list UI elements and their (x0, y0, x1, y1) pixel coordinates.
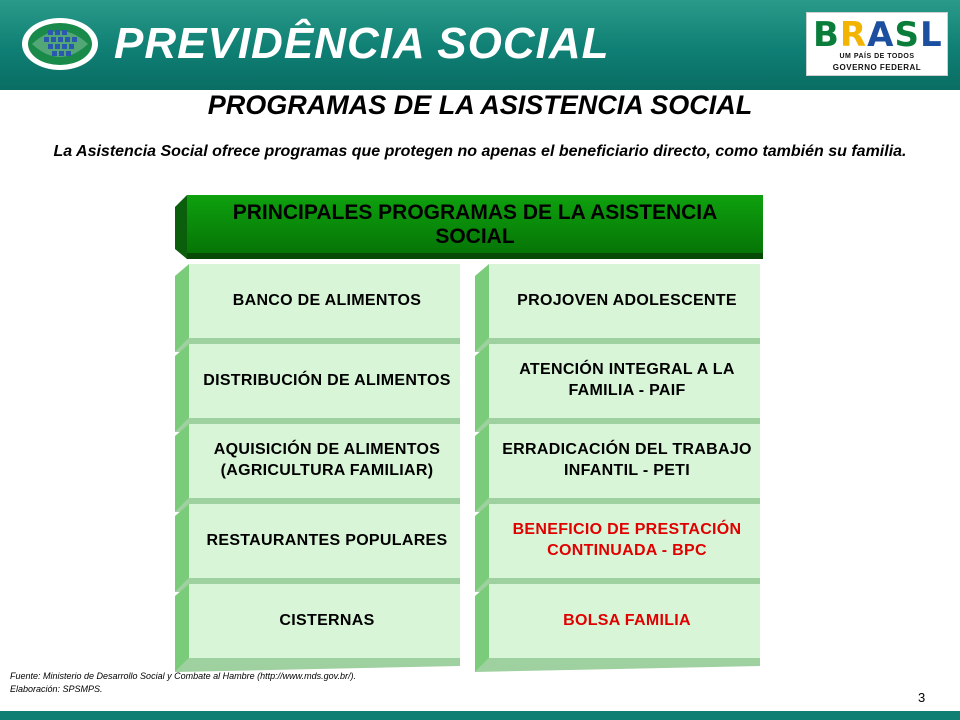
bottom-bar (0, 711, 960, 720)
program-box (175, 502, 465, 592)
program-label: PROJOVEN ADOLESCENTE (517, 291, 737, 309)
program-box (475, 342, 765, 432)
governo-federal-label: GOVERNO FEDERAL (832, 63, 922, 72)
program-label: ERRADICACIÓN DEL TRABAJO INFANTIL - PETI (502, 441, 752, 479)
program-label: DISTRIBUCIÓN DE ALIMENTOS (203, 371, 451, 389)
program-label: BANCO DE ALIMENTOS (232, 291, 422, 309)
program-label-highlighted: BOLSA FAMILIA (563, 611, 691, 629)
program-box (475, 582, 765, 672)
page-number: 3 (918, 690, 926, 705)
program-box (175, 422, 465, 512)
program-box (175, 262, 465, 352)
brasil-tagline: UM PAÍS DE TODOS (839, 53, 915, 60)
program-label: RESTAURANTES POPULARES (206, 531, 448, 549)
program-label: ATENCIÓN INTEGRAL A LA FAMILIA - PAIF (519, 361, 735, 399)
programs-banner-text: PRINCIPALES PROGRAMAS DE LA ASISTENCIA SOCIAL (232, 201, 718, 248)
previdencia-globe-icon (18, 14, 102, 74)
program-box (475, 502, 765, 592)
source-text: Fuente: Ministerio de Desarrollo Social y Combate al Hambre (http://www.mds.gov.br/). (10, 671, 356, 681)
program-label-highlighted: BENEFICIO DE PRESTACIÓN CONTINUADA - BPC (512, 521, 742, 559)
program-label: AQUISICIÓN DE ALIMENTOS (AGRICULTURA FAMILIAR) (213, 441, 441, 479)
brand-title: PREVIDÊNCIA SOCIAL (114, 19, 610, 68)
program-box (175, 582, 465, 672)
program-label: CISTERNAS (279, 611, 375, 629)
governo-federal-logo (806, 12, 948, 76)
page-subtitle: La Asistencia Social ofrece programas que protegen no apenas el beneficiario directo, como también su familia. (53, 143, 907, 160)
program-box (175, 342, 465, 432)
page-title: PROGRAMAS DE LA ASISTENCIA SOCIAL (207, 90, 753, 120)
program-box (475, 262, 765, 352)
program-box (475, 422, 765, 512)
brasil-wordmark: BRASL (813, 15, 943, 55)
elaboration-text: Elaboración: SPSMPS. (10, 684, 103, 694)
source-note (10, 670, 356, 696)
header-band (0, 0, 960, 90)
